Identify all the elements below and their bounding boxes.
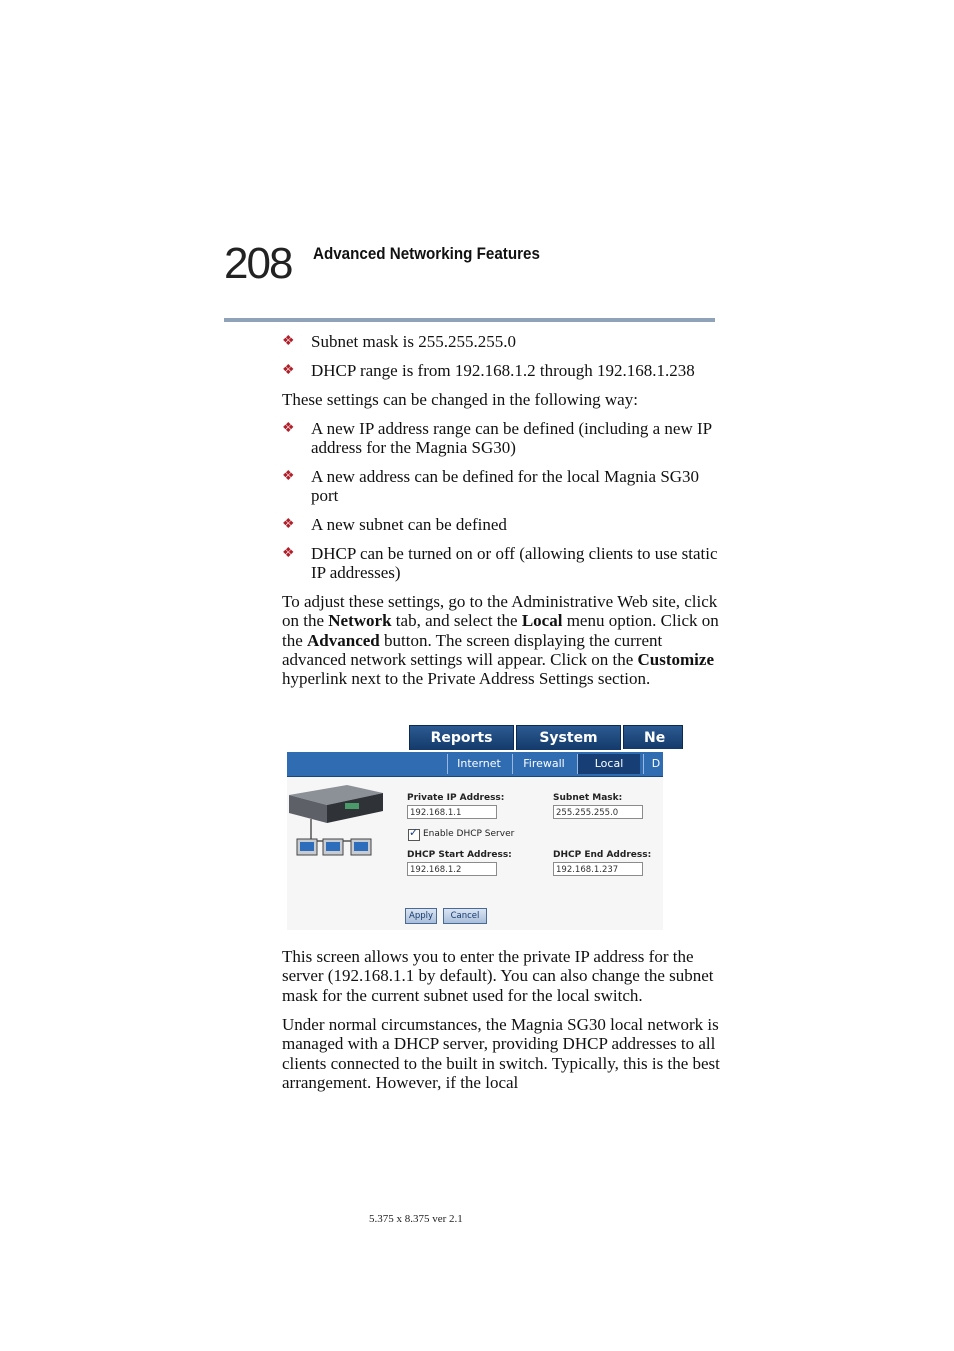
header-rule: [224, 318, 715, 322]
tab-reports[interactable]: Reports: [409, 725, 514, 750]
subtab-internet[interactable]: Internet: [447, 754, 510, 774]
subtab-local[interactable]: Local: [577, 754, 640, 774]
subnet-mask-label: Subnet Mask:: [553, 793, 623, 803]
tab-system[interactable]: System: [516, 725, 621, 750]
sub-tab-bar: [287, 752, 663, 777]
bullet-icon: ❖: [282, 363, 295, 378]
list-item-text: A new address can be defined for the local Magnia SG30 port: [311, 467, 700, 506]
bullet-icon: ❖: [282, 517, 295, 532]
tab-network[interactable]: Ne: [623, 725, 683, 749]
dhcp-start-input[interactable]: 192.168.1.2: [407, 862, 497, 876]
network-diagram-image: [287, 779, 387, 865]
bullet-icon: ❖: [282, 469, 295, 484]
list-item-text: Subnet mask is 255.255.255.0: [311, 332, 516, 351]
list-item-text: DHCP range is from 192.168.1.2 through 192.168.1.238: [311, 361, 695, 380]
dhcp-end-input[interactable]: 192.168.1.237: [553, 862, 643, 876]
main-tab-bar: [287, 723, 666, 752]
list-item-text: DHCP can be turned on or off (allowing clients to use static IP addresses): [311, 544, 718, 583]
instr-text-1: To adjust these settings, go to the Administrative Web site, click on the: [282, 592, 718, 631]
instr-bold-network: Network: [328, 611, 392, 631]
apply-button[interactable]: Apply: [405, 908, 437, 924]
list-item-text: A new subnet can be defined: [311, 515, 507, 534]
bullet-icon: ❖: [282, 334, 295, 349]
subnet-mask-input[interactable]: 255.255.255.0: [553, 805, 643, 819]
cancel-button[interactable]: Cancel: [443, 908, 487, 924]
computer-screen: [354, 842, 368, 851]
dhcp-end-label: DHCP End Address:: [553, 850, 652, 860]
subtab-d[interactable]: D: [643, 754, 668, 774]
computer-screen: [300, 842, 314, 851]
instr-bold-local: Local: [521, 611, 563, 631]
instr-bold-advanced: Advanced: [307, 630, 380, 650]
dhcp-start-label: DHCP Start Address:: [407, 850, 512, 860]
paragraph-private-ip: This screen allows you to enter the private IP address for the server (192.168.1.1 by default). You can also change the subnet mask for the current subnet used for the local switch.: [282, 947, 714, 1005]
enable-dhcp-checkbox[interactable]: [408, 829, 420, 841]
screenshot-figure: [287, 723, 666, 930]
instr-text-5: hyperlink next to the Private Address Settings section.: [282, 669, 651, 689]
chapter-title: Advanced Networking Features: [313, 245, 540, 263]
intro-line: These settings can be changed in the following way:: [282, 390, 638, 409]
private-ip-input[interactable]: 192.168.1.1: [407, 805, 497, 819]
instr-text-4: button. The screen displaying the current advanced network settings will appear. Click on the: [282, 630, 663, 669]
computer-screen: [326, 842, 340, 851]
instructions-paragraph: [282, 592, 722, 688]
server-display: [345, 803, 359, 809]
page-number: 208: [224, 239, 292, 288]
enable-dhcp-label: Enable DHCP Server: [423, 829, 515, 839]
bullet-icon: ❖: [282, 421, 295, 436]
page-footer: 5.375 x 8.375 ver 2.1: [369, 1213, 463, 1225]
subtab-firewall[interactable]: Firewall: [512, 754, 575, 774]
instr-bold-customize: Customize: [637, 649, 714, 669]
bullet-icon: ❖: [282, 546, 295, 561]
instr-text-2: tab, and select the: [391, 611, 522, 631]
list-item-text: A new IP address range can be defined (including a new IP address for the Magnia SG30): [311, 419, 712, 458]
private-ip-label: Private IP Address:: [407, 793, 505, 803]
instr-text-3: menu option. Click on the: [282, 611, 719, 650]
paragraph-dhcp: Under normal circumstances, the Magnia SG30 local network is managed with a DHCP server, providing DHCP addresses to all clients connected to the built in switch. Typically, this is the best arrangement. However, if the local: [282, 1015, 720, 1092]
